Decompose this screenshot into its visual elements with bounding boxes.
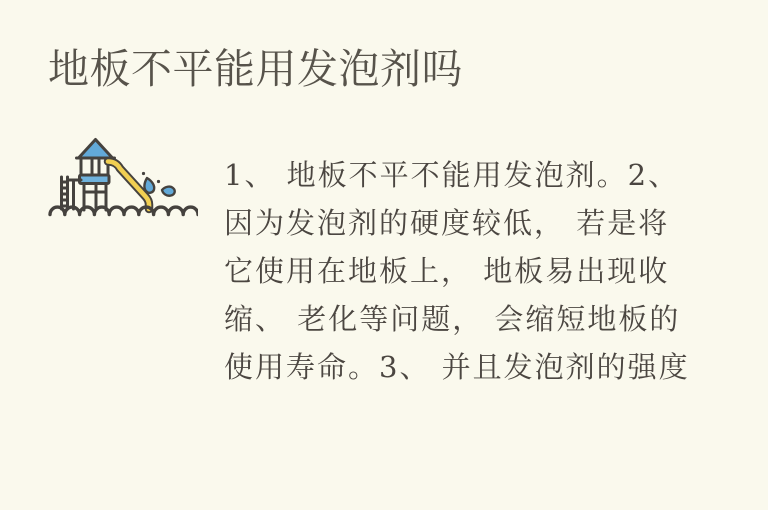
body-line-5: 使用寿命。3、 并且发泡剂的强度 (224, 350, 690, 384)
body-line-2: 因为发泡剂的硬度较低， 若是将 (224, 206, 670, 240)
water-slide-icon (46, 132, 198, 222)
article-title: 地板不平能用发泡剂吗 (48, 45, 463, 93)
body-line-4: 缩、 老化等问题， 会缩短地板的 (224, 302, 681, 336)
article-body (224, 151, 744, 391)
body-line-3: 它使用在地板上， 地板易出现收 (224, 254, 670, 288)
body-line-1: 1、 地板不平不能用发泡剂。2、 (224, 158, 680, 192)
